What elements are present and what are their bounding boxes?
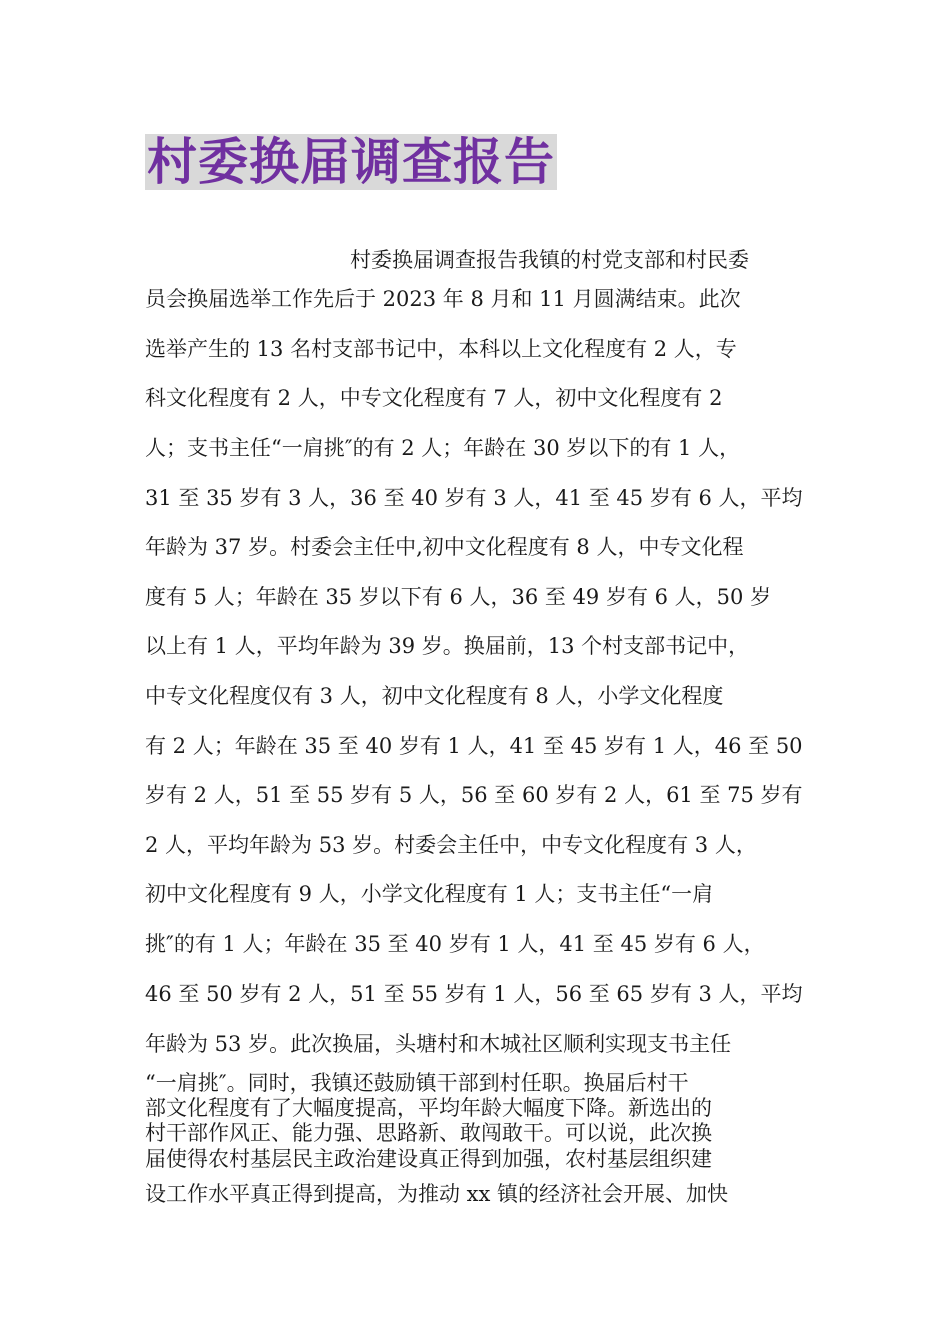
body-line: 人；支书主任“一肩挑″的有 2 人；年龄在 30 岁以下的有 1 人，	[145, 436, 741, 460]
body-line: 年龄为 37 岁。村委会主任中,初中文化程度有 8 人，中专文化程	[145, 535, 744, 559]
body-line: 届使得农村基层民主政治建设真正得到加强，农村基层组织建	[145, 1147, 712, 1171]
body-line: 员会换届选举工作先后于 2023 年 8 月和 11 月圆满结束。此次	[145, 287, 741, 311]
body-line: 中专文化程度仅有 3 人，初中文化程度有 8 人，小学文化程度	[145, 684, 724, 708]
body-line: 部文化程度有了大幅度提高，平均年龄大幅度下降。新选出的	[145, 1096, 712, 1120]
body-line: 度有 5 人；年龄在 35 岁以下有 6 人，36 至 49 岁有 6 人，50 岁	[145, 585, 772, 609]
body-line: 31 至 35 岁有 3 人，36 至 40 岁有 3 人，41 至 45 岁有 6 人，平均	[145, 486, 803, 510]
body-line: 挑″的有 1 人；年龄在 35 至 40 岁有 1 人，41 至 45 岁有 6 人，	[145, 932, 765, 956]
body-line: 村干部作风正、能力强、思路新、敢闯敢干。可以说，此次换	[145, 1121, 712, 1145]
body-line: 选举产生的 13 名村支部书记中，本科以上文化程度有 2 人，专	[145, 337, 737, 361]
body-line: 2 人，平均年龄为 53 岁。村委会主任中，中专文化程度有 3 人，	[145, 833, 757, 857]
body-line: 年龄为 53 岁。此次换届，头塘村和木城社区顺利实现支书主任	[145, 1032, 732, 1056]
body-line: 岁有 2 人，51 至 55 岁有 5 人，56 至 60 岁有 2 人，61 至 75 岁有	[145, 783, 803, 807]
body-line: 以上有 1 人，平均年龄为 39 岁。换届前，13 个村支部书记中，	[145, 634, 750, 658]
body-line: “一肩挑″。同时，我镇还鼓励镇干部到村任职。换届后村干	[145, 1071, 689, 1095]
body-line: 有 2 人；年龄在 35 至 40 岁有 1 人，41 至 45 岁有 1 人，46 至 50	[145, 734, 803, 758]
body-line: 村委换届调查报告我镇的村党支部和村民委	[350, 248, 749, 272]
document-title: 村委换届调查报告	[147, 133, 555, 191]
body-line: 科文化程度有 2 人，中专文化程度有 7 人，初中文化程度有 2	[145, 386, 723, 410]
body-line: 初中文化程度有 9 人，小学文化程度有 1 人；支书主任“一肩	[145, 882, 714, 906]
body-line: 设工作水平真正得到提高，为推动 xx 镇的经济社会开展、加快	[145, 1182, 729, 1206]
body-line: 46 至 50 岁有 2 人，51 至 55 岁有 1 人，56 至 65 岁有 3 人，平均	[145, 982, 803, 1006]
